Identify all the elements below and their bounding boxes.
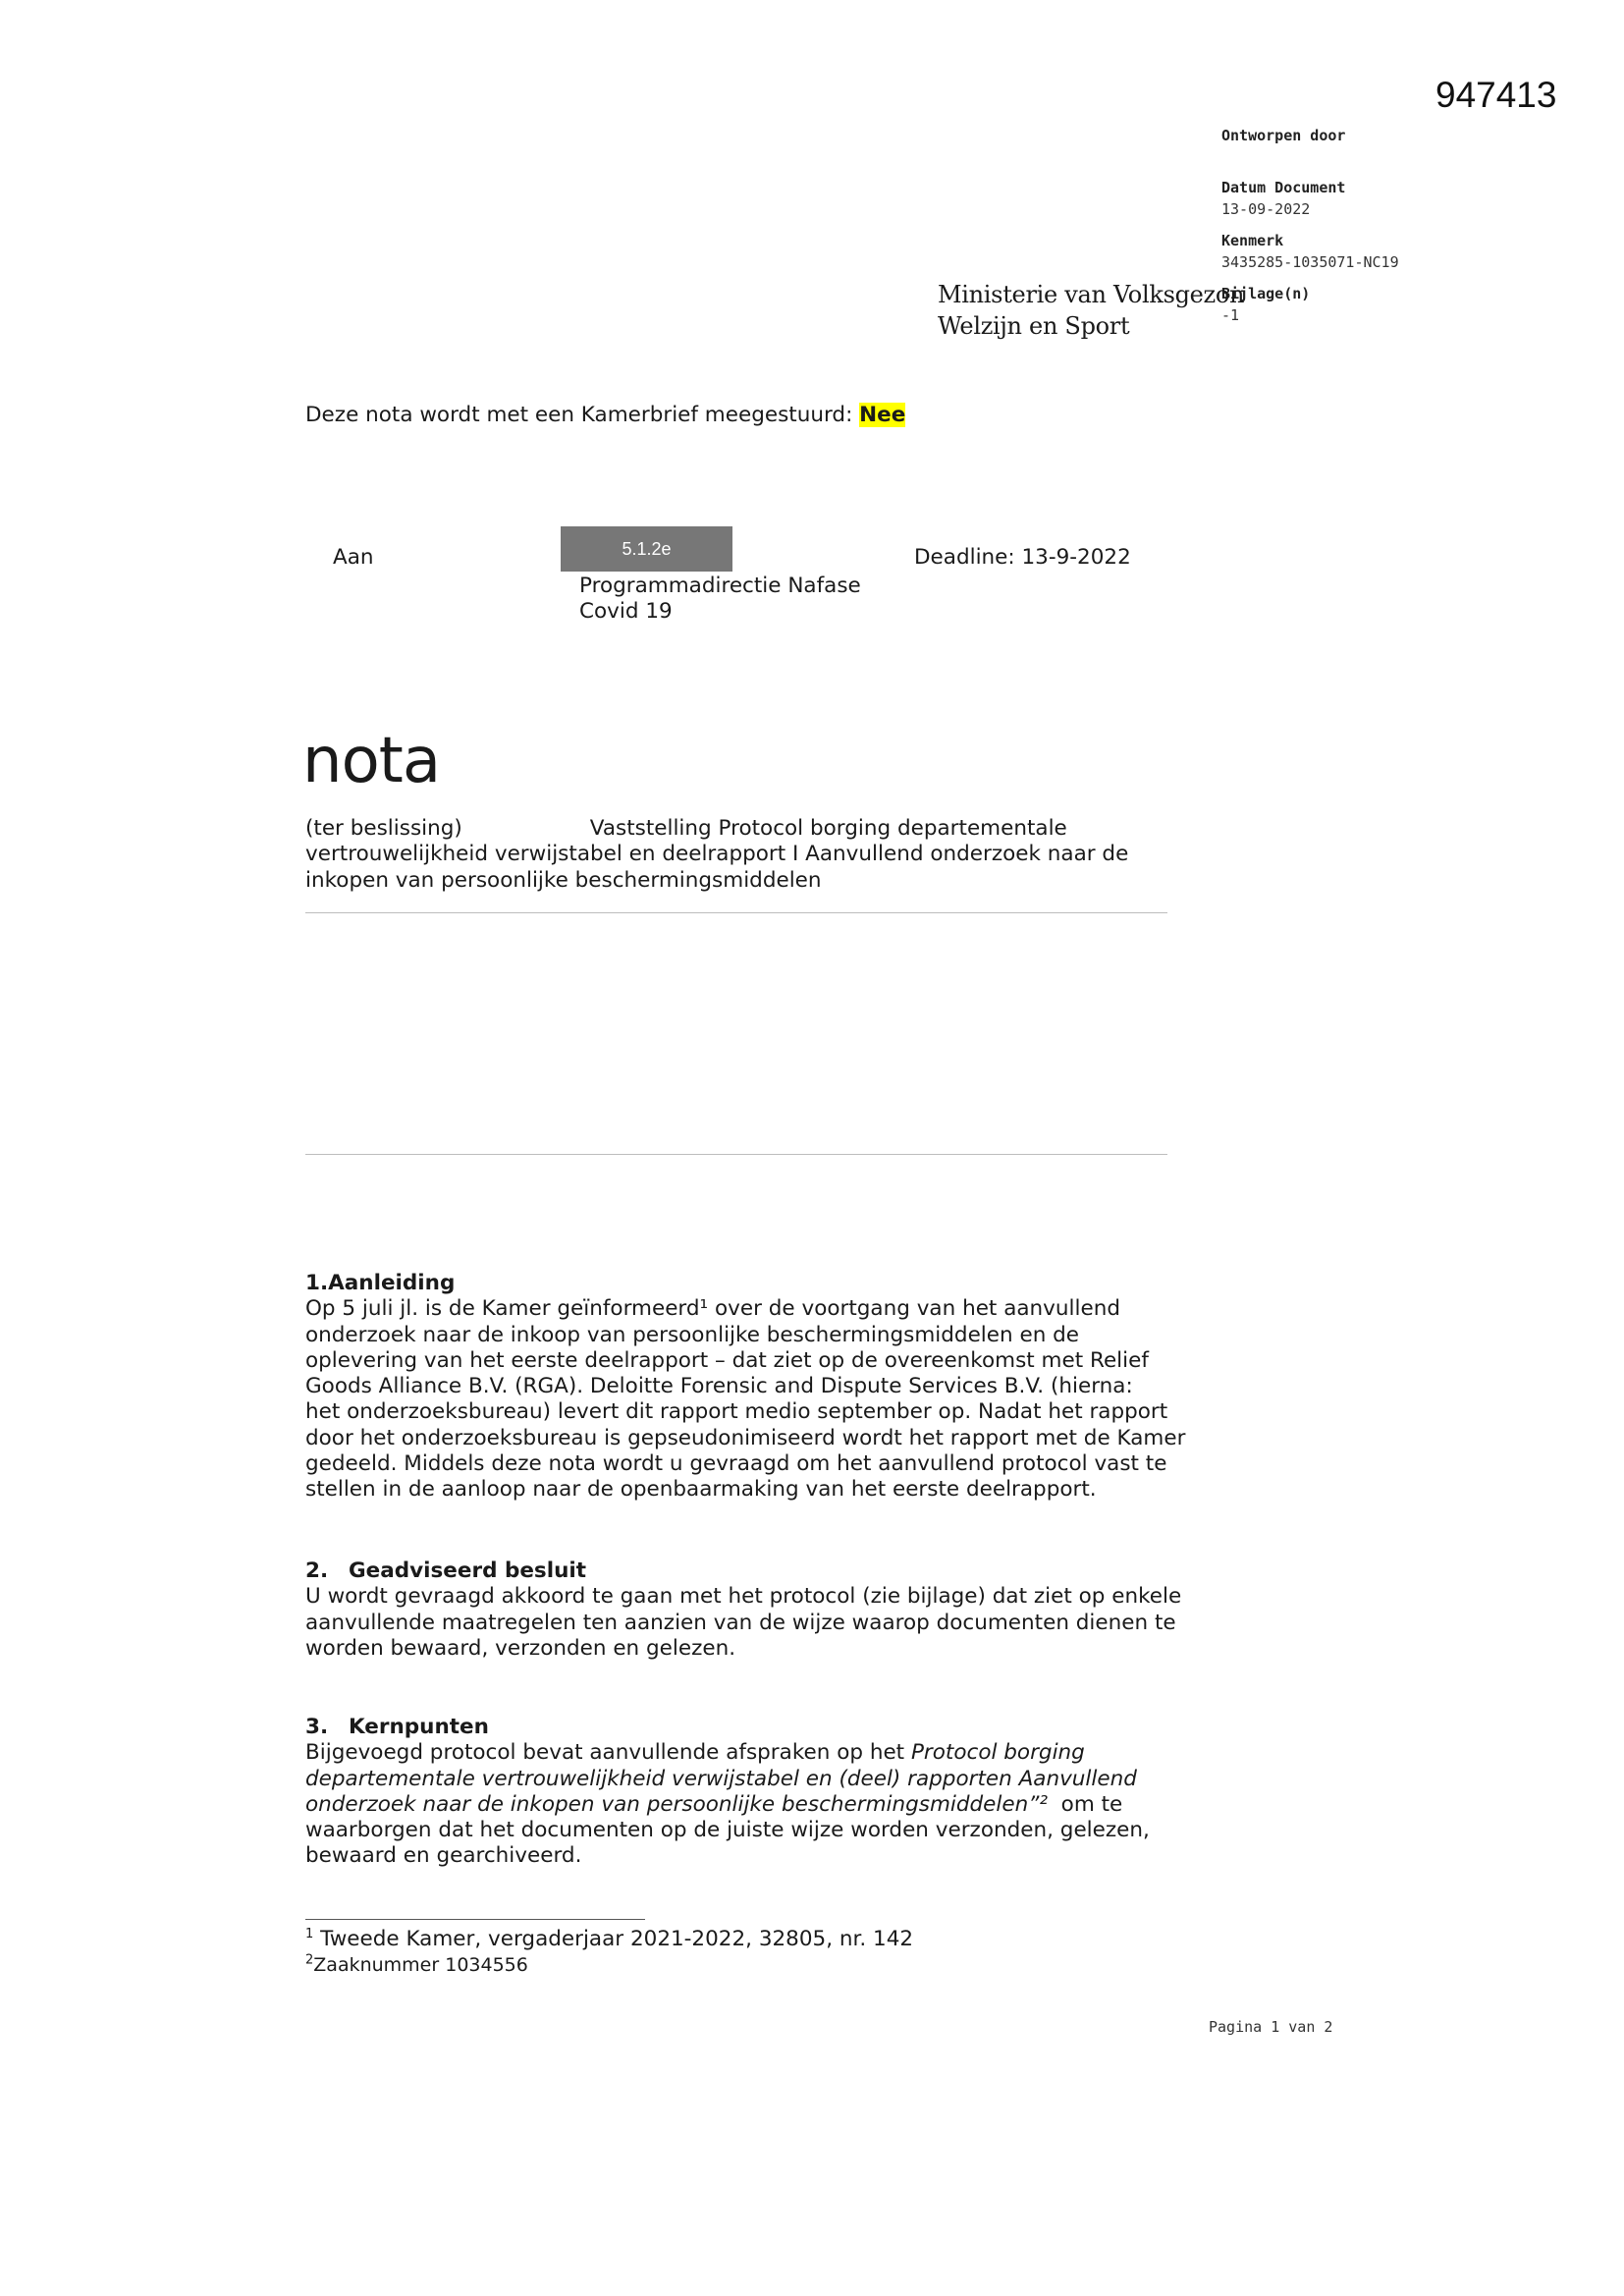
paragraph-line: het onderzoeksbureau) levert dit rapport medio september op. Nadat het rapport <box>305 1399 1168 1425</box>
reference-value: 3435285-1035071-NC19 <box>1221 253 1399 271</box>
nota-subject-line2: vertrouwelijkheid verwijstabel en deelrapport I Aanvullend onderzoek naar de <box>305 842 1129 867</box>
italic-title: onderzoek naar de inkopen van persoonlijke beschermingsmiddelen”² <box>305 1791 1048 1817</box>
paragraph-line: U wordt gevraagd akkoord te gaan met het protocol (zie bijlage) dat ziet op enkele <box>305 1584 1182 1610</box>
footnote-marker: 2 <box>305 1952 314 1968</box>
paragraph-line: aanvullende maatregelen ten aanzien van de wijze waarop documenten dienen te <box>305 1610 1176 1635</box>
nota-title: nota <box>302 725 441 797</box>
ministry-name-line2: Welzijn en Sport <box>938 312 1130 340</box>
footnote-text: Zaaknummer 1034556 <box>313 1954 528 1976</box>
date-label: Datum Document <box>1221 179 1346 196</box>
paragraph-line: onderzoek naar de inkoop van persoonlijke beschermingsmiddelen en de <box>305 1322 1080 1347</box>
section-heading-geadviseerd-besluit <box>305 1558 1228 1584</box>
nota-subject-line1: Vaststelling Protocol borging departementale <box>589 816 1067 841</box>
italic-title: departementale vertrouwelijkheid verwijstabel en (deel) rapporten Aanvullend <box>305 1766 1137 1791</box>
divider-bottom <box>305 1154 1167 1155</box>
footnote-divider <box>305 1919 645 1920</box>
kamerbrief-answer: Nee <box>859 403 906 427</box>
paragraph-line: Goods Alliance B.V. (RGA). Deloitte Forensic and Dispute Services B.V. (hierna: <box>305 1374 1133 1399</box>
kamerbrief-statement <box>305 403 905 428</box>
document-number: 947413 <box>1435 75 1557 115</box>
text-run: om te <box>1048 1791 1123 1817</box>
italic-title: Protocol borging <box>910 1740 1085 1766</box>
section-heading-text: Geadviseerd besluit <box>349 1558 587 1583</box>
section-number: 2. <box>305 1558 329 1583</box>
nota-subject-line3: inkopen van persoonlijke beschermingsmiddelen <box>305 867 822 893</box>
section-aanleiding <box>305 1271 1228 1503</box>
section-kernpunten <box>305 1715 1228 1870</box>
section-heading-kernpunten <box>305 1715 1228 1740</box>
attachments-label: Bijlage(n) <box>1221 285 1311 302</box>
recipient-name-line2: Covid 19 <box>579 599 673 625</box>
footnote-1 <box>305 1927 1228 1952</box>
deadline: Deadline: 13-9-2022 <box>914 545 1131 570</box>
paragraph-line <box>305 1767 1228 1792</box>
text-run: Bijgevoegd protocol bevat aanvullende afspraken op het <box>305 1740 911 1766</box>
paragraph-line <box>305 1740 1228 1766</box>
nota-subject <box>305 816 1189 894</box>
section-heading-aanleiding: 1.Aanleiding <box>305 1271 456 1295</box>
paragraph-line: stellen in de aanloop naar de openbaarmaking van het eerste deelrapport. <box>305 1477 1097 1503</box>
page-number: Pagina 1 van 2 <box>1209 2018 1333 2036</box>
paragraph-line: gedeeld. Middels deze nota wordt u gevraagd om het aanvullend protocol vast te <box>305 1451 1167 1477</box>
paragraph-line: waarborgen dat het documenten op de juiste wijze worden verzonden, gelezen, <box>305 1818 1150 1843</box>
section-number: 3. <box>305 1715 329 1739</box>
divider-top <box>305 912 1167 913</box>
reference-label: Kenmerk <box>1221 232 1284 249</box>
footnote-2 <box>305 1952 1228 1978</box>
redaction-block: 5.1.2e <box>561 526 732 572</box>
kamerbrief-text: Deze nota wordt met een Kamerbrief meegestuurd: <box>305 403 860 427</box>
footnote-text: Tweede Kamer, vergaderjaar 2021-2022, 32805, nr. 142 <box>313 1927 914 1951</box>
paragraph-line: Op 5 juli jl. is de Kamer geïnformeerd¹ over de voortgang van het aanvullend <box>305 1296 1120 1322</box>
footnotes <box>305 1927 1228 1978</box>
footnote-marker: 1 <box>305 1926 314 1941</box>
paragraph-line: door het onderzoeksbureau is gepseudonimiseerd wordt het rapport met de Kamer <box>305 1425 1186 1450</box>
nota-type: (ter beslissing) <box>305 816 462 841</box>
paragraph-line: worden bewaard, verzonden en gelezen. <box>305 1635 736 1661</box>
recipient-name-line1: Programmadirectie Nafase <box>579 574 861 598</box>
recipient-label: Aan <box>333 545 374 570</box>
ministry-name-line1: Ministerie van Volksgezon <box>938 281 1245 308</box>
recipient-name <box>579 574 861 626</box>
attachments-value: -1 <box>1221 306 1240 324</box>
paragraph-line <box>305 1792 1228 1818</box>
date-value: 13-09-2022 <box>1221 200 1311 218</box>
section-geadviseerd-besluit <box>305 1558 1228 1662</box>
paragraph-line: bewaard en gearchiveerd. <box>305 1843 582 1869</box>
designed-by-label: Ontworpen door <box>1221 127 1346 144</box>
paragraph-line: oplevering van het eerste deelrapport – dat ziet op de overeenkomst met Relief <box>305 1347 1149 1373</box>
section-heading-text: Kernpunten <box>349 1715 489 1739</box>
